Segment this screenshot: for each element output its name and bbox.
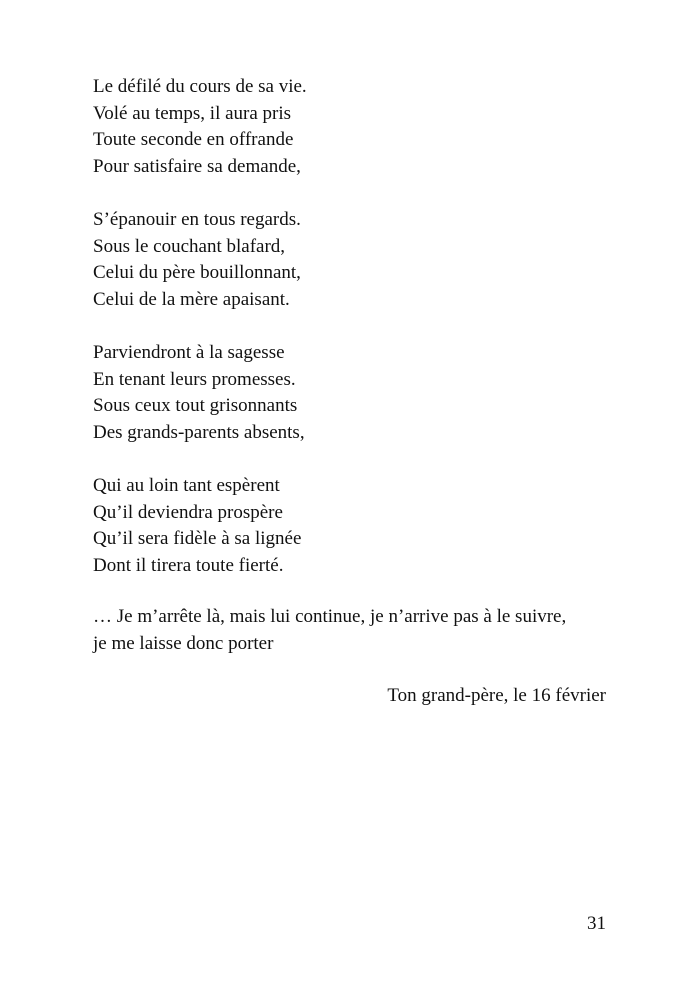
poem-line: S’épanouir en tous regards. [93,209,301,230]
poem-stanza-1 [93,74,307,180]
poem-line: Pour satisfaire sa demande, [93,155,301,177]
poem-line: Qu’il sera fidèle à sa lignée [93,528,302,550]
closing-line: … Je m’arrête là, mais lui continue, je n’arrive pas à le suivre, [93,606,567,627]
poem-line: Volé au temps, il aura pris [93,102,292,124]
poem-line: Des grands-parents absents, [93,421,305,443]
closing-paragraph [93,604,613,657]
poem-line: En tenant leurs promesses. [93,368,296,390]
poem-line: Toute seconde en offrande [93,129,294,151]
poem-line: Qui au loin tant espèrent [93,475,280,496]
poem-line: Qu’il deviendra prospère [93,501,283,523]
poem-line: Dont il tirera toute fierté. [93,554,284,576]
poem-stanza-4 [93,473,301,579]
poem-line: Celui de la mère apaisant. [93,288,290,310]
page-number: 31 [587,913,606,934]
signature: Ton grand-père, le 16 février [387,685,606,706]
poem-line: Sous le couchant blafard, [93,235,286,257]
poem-line: Sous ceux tout grisonnants [93,395,298,417]
poem-line: Celui du père bouillonnant, [93,262,301,284]
poem-line: Parviendront à la sagesse [93,342,285,363]
poem-line: Le défilé du cours de sa vie. [93,76,307,97]
poem-stanza-2 [93,207,301,313]
poem-stanza-3 [93,340,305,446]
closing-line: je me laisse donc porter [93,632,274,654]
